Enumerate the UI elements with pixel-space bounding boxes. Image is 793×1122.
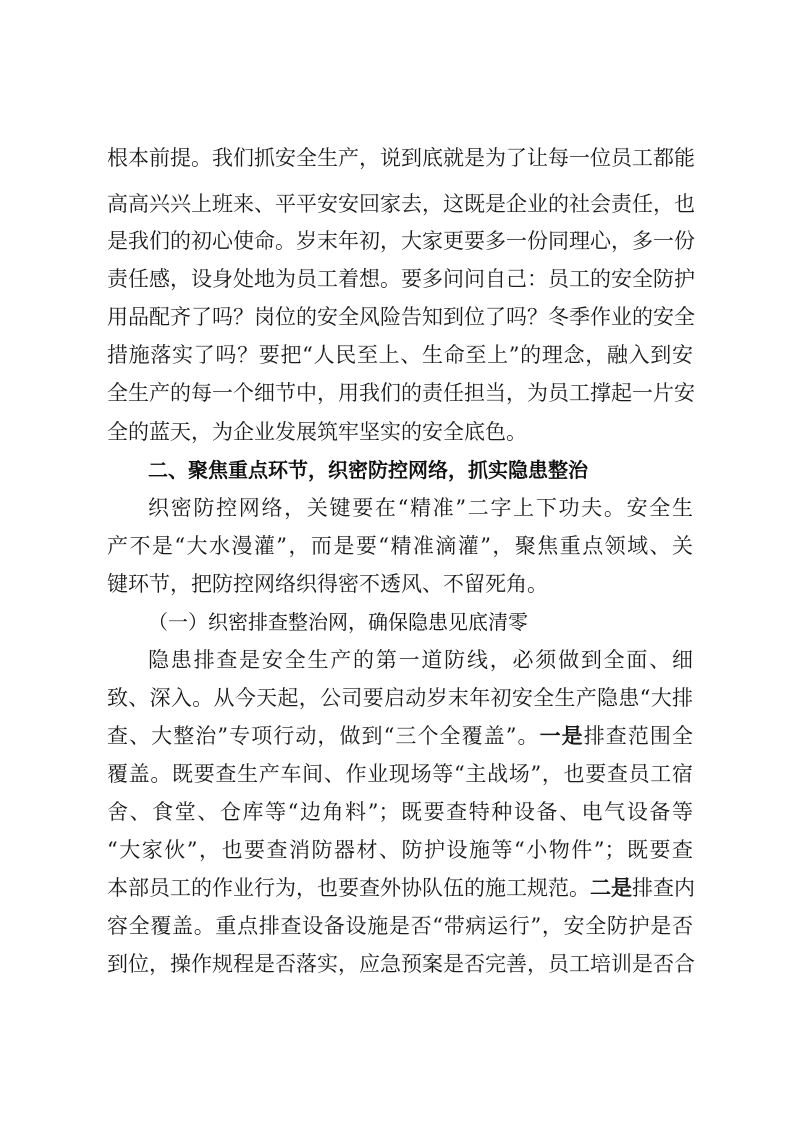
- emphasis-first: 一是: [539, 724, 584, 748]
- text-line: [107, 869, 693, 907]
- text-line: 全生产的每一个细节中，用我们的责任担当，为员工撑起一片安: [107, 381, 695, 405]
- text-line: 织密防控网络，关键要在“精准”二字上下功夫。安全生: [148, 496, 693, 520]
- text-segment: 排查范围全: [583, 724, 693, 748]
- text-line: 隐患排查是安全生产的第一道防线，必须做到全面、细: [148, 648, 693, 672]
- text-line: [107, 717, 693, 755]
- text-segment: 排查内: [632, 876, 695, 900]
- text-line: “大家伙”，也要查消防器材、防护设施等“小物件”；既要查: [107, 838, 693, 862]
- text-segment: 本部员工的作业行为，也要查外协队伍的施工规范。: [107, 876, 590, 900]
- text-line: 全的蓝天，为企业发展筑牢坚实的安全底色。: [107, 420, 527, 444]
- text-line: 根本前提。我们抓安全生产，说到底就是为了让每一位员工都能: [107, 146, 695, 170]
- emphasis-second: 二是: [590, 876, 632, 900]
- text-line: 容全覆盖。重点排查设备设施是否“带病运行”，安全防护是否: [107, 914, 693, 938]
- text-line: 用品配齐了吗？岗位的安全风险告知到位了吗？冬季作业的安全: [107, 305, 695, 329]
- text-line: 致、深入。从今天起，公司要启动岁末年初安全生产隐患“大排: [107, 686, 693, 710]
- text-segment: 查、大整治”专项行动，做到“三个全覆盖”。: [107, 724, 540, 748]
- text-line: 责任感，设身处地为员工着想。要多问问自己：员工的安全防护: [107, 267, 695, 291]
- text-line: 措施落实了吗？要把“人民至上、生命至上”的理念，融入到安: [107, 343, 693, 367]
- text-line: 键环节，把防控网络织得密不透风、不留死角。: [107, 572, 548, 596]
- subsection-heading: （一）织密排查整治网，确保隐患见底清零: [148, 610, 528, 634]
- text-line: 到位，操作规程是否落实，应急预案是否完善，员工培训是否合: [107, 952, 695, 976]
- text-line: 产不是“大水漫灌”，而是要“精准滴灌”，聚焦重点领域、关: [107, 534, 693, 558]
- text-line: 覆盖。既要查生产车间、作业现场等“主战场”，也要查员工宿: [107, 762, 693, 786]
- text-line: 舍、食堂、仓库等“边角料”；既要查特种设备、电气设备等: [107, 800, 693, 824]
- text-line: 是我们的初心使命。岁末年初，大家更要多一份同理心，多一份: [107, 229, 695, 253]
- text-line: 高高兴兴上班来、平平安安回家去，这既是企业的社会责任，也: [107, 192, 695, 216]
- section-heading: 二、聚焦重点环节，织密防控网络，抓实隐患整治: [148, 458, 588, 482]
